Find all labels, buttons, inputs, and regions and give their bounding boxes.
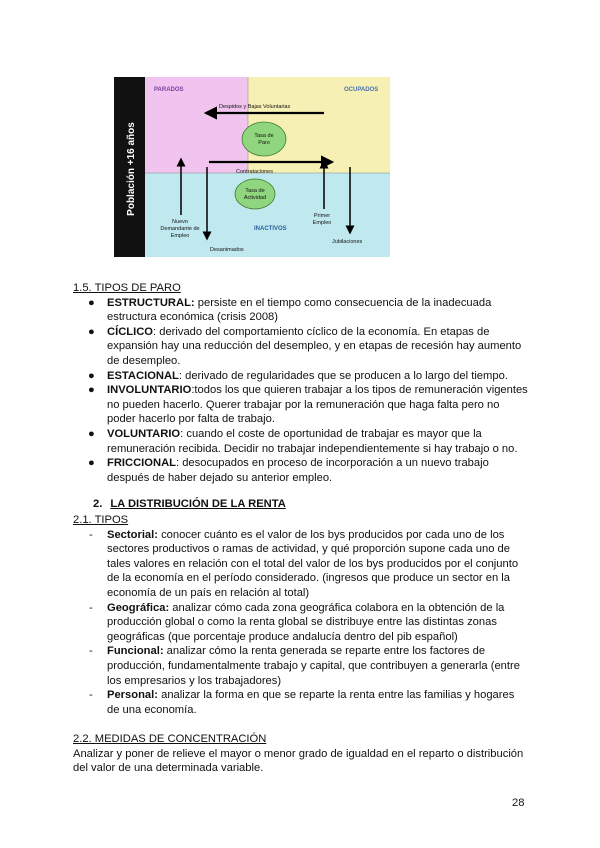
- primer-line1: Primer: [313, 213, 331, 219]
- section-title: LA DISTRIBUCIÓN DE LA RENTA: [110, 498, 286, 510]
- item-text: remuneración recibida. Decidir no trabajar independientemente si hay trabajo o no.: [107, 442, 518, 455]
- list-item: [73, 528, 533, 601]
- item-text: después de haber dejado su anterior empleo.: [107, 471, 333, 484]
- primer-line2: Empleo: [312, 220, 332, 226]
- section-2-1-heading: 2.1. TIPOS: [73, 514, 129, 526]
- tasa-paro-ellipse: [242, 122, 286, 156]
- item-text: estructura económica (crisis 2008): [107, 311, 278, 324]
- list-item: [73, 427, 533, 456]
- item-text: : desocupados en proceso de incorporación a un nuevo trabajo: [175, 457, 489, 470]
- item-text: : cuando el coste de oportunidad de trabajar es mayor que la: [180, 427, 482, 440]
- section-1-5-heading: 1.5. TIPOS DE PARO: [73, 282, 181, 294]
- bullet-icon: ●: [88, 384, 95, 397]
- diagram-svg: [114, 77, 390, 257]
- item-term: INVOLUNTARIO: [107, 384, 192, 397]
- item-term: CÍCLICO: [107, 325, 153, 338]
- nuevo-line3: Empleo: [170, 233, 190, 239]
- item-text: de una economía.: [107, 703, 197, 716]
- side-label: Población +16 años: [126, 122, 137, 216]
- item-text: de desempleo.: [107, 354, 181, 367]
- dash-marker: -: [89, 689, 93, 702]
- bullet-icon: ●: [88, 296, 95, 309]
- jubilaciones-label: Jubilaciones: [332, 239, 363, 245]
- tasa-actividad-ellipse: [235, 179, 275, 209]
- item-text: producción, fundamentalmente trabajo y capital, que contribuyen a generarla (entre: [107, 659, 520, 672]
- item-text: producción global o como la renta global se distribuye entre las distintas zonas: [107, 616, 497, 629]
- section-number: 2.: [93, 498, 103, 510]
- nuevo-line2: Demandante de: [160, 226, 200, 232]
- item-text: no pueden hacerlo. Querer trabajar por la remuneración que haga falta pero no: [107, 398, 500, 411]
- despidos-label: Despidos y Bajas Voluntarias: [219, 104, 291, 110]
- ocupados-label: OCUPADOS: [344, 87, 379, 93]
- page-number: 28: [512, 797, 525, 809]
- desanimados-label: Desanimados: [210, 247, 244, 253]
- item-text: economía de un país en relación al total): [107, 586, 310, 599]
- list-item: [73, 369, 533, 384]
- body-line: del valor de una determinada variable.: [73, 762, 264, 775]
- list-item: [73, 383, 533, 427]
- item-term: Sectorial:: [107, 528, 158, 541]
- item-text: persiste en el tiempo como consecuencia de la inadecuada: [194, 296, 492, 309]
- bullet-icon: ●: [88, 369, 95, 382]
- section-2-heading: [93, 497, 286, 512]
- labor-market-diagram: [114, 77, 390, 257]
- item-text: :todos los que quieren trabajar a los tipos de remuneración vigentes: [191, 384, 528, 397]
- item-text: analizar cómo cada zona geográfica colabora en la obtención de la: [169, 601, 505, 614]
- tasa-paro-line2: Paro: [258, 140, 270, 146]
- tasa-paro-line1: Tasa de: [254, 133, 274, 139]
- list-item: [73, 688, 533, 717]
- section-2-2-heading: 2.2. MEDIDAS DE CONCENTRACIÓN: [73, 733, 267, 745]
- item-text: tales valores en relación con el total del valor de los bys producidos por el conjunto: [107, 557, 519, 570]
- item-term: ESTRUCTURAL:: [107, 296, 195, 309]
- tasa-actividad-line2: Actividad: [243, 195, 267, 201]
- list-item: [73, 296, 533, 325]
- item-text: : derivado de regularidades que se producen a lo largo del tiempo.: [178, 369, 508, 382]
- parados-label: PARADOS: [154, 87, 184, 93]
- item-term: Personal:: [107, 689, 158, 702]
- section-2-1-list: [73, 528, 533, 718]
- bullet-icon: ●: [88, 427, 95, 440]
- item-term: ESTACIONAL: [107, 369, 179, 382]
- contrataciones-label: Contrataciones: [236, 169, 273, 175]
- bullet-icon: ●: [88, 325, 95, 338]
- item-term: Geográfica:: [107, 601, 170, 614]
- item-text: los empresarios y los trabajadores): [107, 674, 282, 687]
- dash-marker: -: [89, 528, 93, 541]
- item-text: poder hacerlo por falta de trabajo.: [107, 413, 275, 426]
- dash-marker: -: [89, 645, 93, 658]
- item-term: VOLUNTARIO: [107, 427, 181, 440]
- list-item: [73, 644, 533, 688]
- body-line: Analizar y poner de relieve el mayor o menor grado de igualdad en el reparto o distribución: [73, 747, 524, 760]
- item-text: sectores productivos o ramas de actividad, y qué proporción supone cada uno de: [107, 543, 510, 556]
- item-term: Funcional:: [107, 645, 164, 658]
- dash-marker: -: [89, 601, 93, 614]
- item-text: analizar cómo la renta generada se reparte entre los factores de: [163, 645, 486, 658]
- item-term: FRICCIONAL: [107, 457, 176, 470]
- list-item: [73, 456, 533, 485]
- section-1-5-list: [73, 296, 533, 486]
- item-text: de la economía en el período considerado. (ingresos que produce un sector en la: [107, 572, 511, 585]
- list-item: [73, 325, 533, 369]
- item-text: expansión hay una reducción del desempleo, y en etapas de recesión hay aumento: [107, 340, 522, 353]
- nuevo-line1: Nuevo: [172, 219, 188, 225]
- inactivos-label: INACTIVOS: [254, 226, 287, 232]
- tasa-actividad-line1: Tasa de: [245, 188, 265, 194]
- bullet-icon: ●: [88, 457, 95, 470]
- item-text: conocer cuánto es el valor de los bys producidos por cada uno de los: [157, 528, 505, 541]
- section-2-2-body: [73, 747, 543, 776]
- list-item: [73, 601, 533, 645]
- item-text: : derivado del comportamiento cíclico de la economía. En etapas de: [153, 325, 490, 338]
- item-text: geográficas (que porcentaje produce andalucía dentro del pib español): [107, 630, 458, 643]
- item-text: analizar la forma en que se reparte la renta entre las familias y hogares: [157, 689, 515, 702]
